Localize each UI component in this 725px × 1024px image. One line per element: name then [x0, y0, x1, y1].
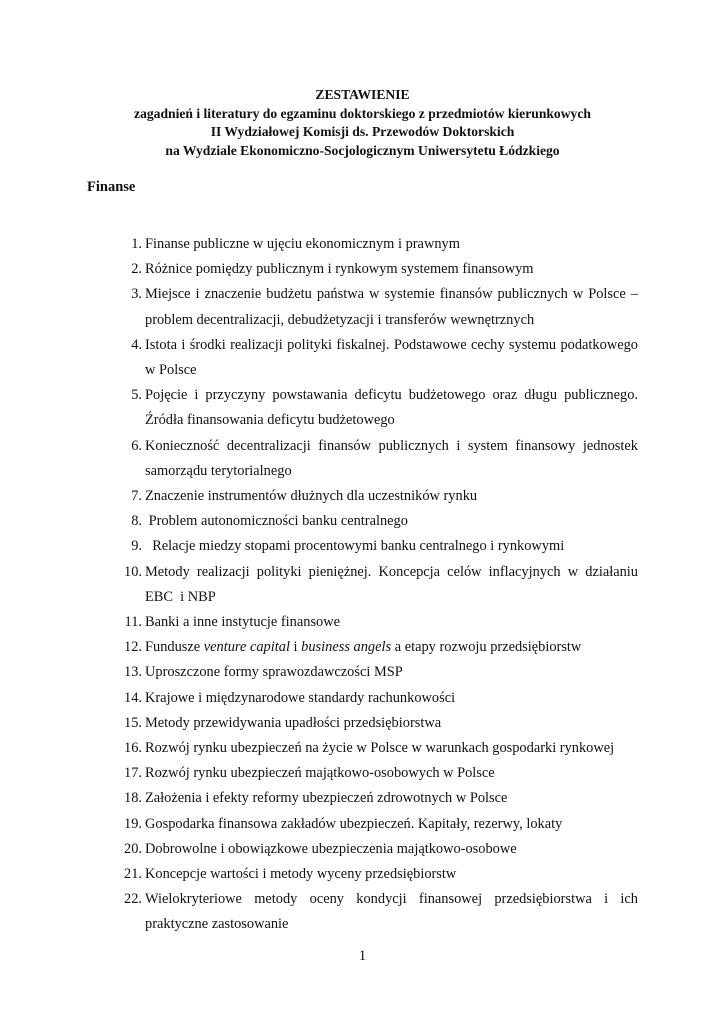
list-item — [0, 761, 638, 786]
item-number: 8. — [131, 513, 142, 530]
item-text-line: problem decentralizacji, debudżetyzacji i transferów wewnętrznych — [145, 311, 535, 328]
list-item — [0, 282, 638, 332]
item-number: 18. — [124, 790, 142, 807]
item-number: 7. — [131, 488, 142, 505]
item-text — [145, 635, 638, 660]
item-number: 12. — [124, 639, 142, 656]
item-text: Rozwój rynku ubezpieczeń majątkowo-osobowych w Polsce — [145, 765, 495, 782]
list-item — [0, 887, 638, 937]
item-text-line: samorządu terytorialnego — [145, 462, 292, 479]
header-subtitle: zagadnień i literatury do egzaminu doktorskiego z przedmiotów kierunkowych — [134, 105, 591, 121]
item-number: 16. — [124, 740, 142, 757]
item-text-line: Wielokryteriowe metody oceny kondycji finansowej przedsiębiorstwa i ich — [145, 891, 638, 908]
item-text: Różnice pomiędzy publicznym i rynkowym systemem finansowym — [145, 261, 534, 278]
header-faculty: na Wydziale Ekonomiczno-Socjologicznym Uniwersytetu Łódzkiego — [165, 142, 560, 158]
list-item — [0, 383, 638, 433]
topic-list — [0, 232, 638, 938]
item-text — [145, 282, 638, 332]
item-text-line: Istota i środki realizacji polityki fiskalnej. Podstawowe cechy systemu podatkowego — [145, 336, 638, 353]
list-item — [0, 434, 638, 484]
item-text — [145, 383, 638, 433]
item-text: Uproszczone formy sprawozdawczości MSP — [145, 664, 403, 681]
item-text-line: Pojęcie i przyczyny powstawania deficytu budżetowego oraz długu publicznego. — [145, 387, 638, 404]
item-text-line: praktyczne zastosowanie — [145, 916, 289, 933]
section-title: Finanse — [87, 179, 136, 195]
page-number: 1 — [358, 948, 367, 964]
item-text: Gospodarka finansowa zakładów ubezpieczeń. Kapitały, rezerwy, lokaty — [145, 815, 563, 832]
item-number: 10. — [124, 563, 142, 580]
header-committee: II Wydziałowej Komisji ds. Przewodów Doktorskich — [210, 124, 515, 139]
item-text-emphasis: business angels — [301, 639, 392, 656]
item-text — [145, 560, 638, 610]
list-item — [0, 232, 638, 257]
item-number: 9. — [131, 538, 142, 555]
item-number: 22. — [124, 891, 142, 908]
item-text: Dobrowolne i obowiązkowe ubezpieczenia majątkowo-osobowe — [145, 840, 517, 857]
list-item — [0, 736, 638, 761]
item-text — [145, 333, 638, 383]
item-text: Problem autonomiczności banku centralnego — [145, 513, 408, 530]
list-item — [0, 786, 638, 811]
list-item — [0, 711, 638, 736]
list-item — [0, 686, 638, 711]
item-text-line: Miejsce i znaczenie budżetu państwa w systemie finansów publicznych w Polsce – — [145, 286, 638, 303]
list-item — [0, 837, 638, 862]
list-item — [0, 660, 638, 685]
list-item — [0, 610, 638, 635]
item-text-part: a etapy rozwoju przedsiębiorstw — [391, 639, 582, 656]
item-text: Znaczenie instrumentów dłużnych dla uczestników rynku — [145, 488, 478, 505]
item-text: Metody przewidywania upadłości przedsiębiorstwa — [145, 714, 442, 731]
item-number: 15. — [124, 714, 142, 731]
list-item — [0, 534, 638, 559]
item-text-line: Konieczność decentralizacji finansów publicznych i system finansowy jednostek — [145, 437, 638, 454]
item-number: 6. — [131, 437, 142, 454]
list-item — [0, 257, 638, 282]
item-number: 21. — [124, 866, 142, 883]
item-number: 5. — [131, 387, 142, 404]
list-item — [0, 635, 638, 660]
item-text-emphasis: venture capital — [203, 639, 290, 656]
item-text-line: Metody realizacji polityki pieniężnej. Koncepcja celów inflacyjnych w działaniu — [145, 563, 638, 580]
item-number: 2. — [131, 261, 142, 278]
item-text: Relacje miedzy stopami procentowymi banku centralnego i rynkowymi — [145, 538, 565, 555]
item-number: 4. — [131, 336, 142, 353]
item-text: Założenia i efekty reformy ubezpieczeń zdrowotnych w Polsce — [145, 790, 508, 807]
item-number: 3. — [131, 286, 142, 303]
item-text-part: Fundusze — [145, 639, 204, 656]
header-title: ZESTAWIENIE — [315, 87, 410, 102]
list-item — [0, 812, 638, 837]
item-number: 17. — [124, 765, 142, 782]
document-header — [0, 86, 725, 160]
list-item — [0, 560, 638, 610]
item-text-line: Źródła finansowania deficytu budżetowego — [145, 412, 395, 429]
item-number: 19. — [124, 815, 142, 832]
item-text — [145, 887, 638, 937]
item-text: Banki a inne instytucje finansowe — [145, 614, 341, 631]
list-item — [0, 509, 638, 534]
item-number: 1. — [131, 236, 142, 252]
item-number: 20. — [124, 840, 142, 857]
item-text — [145, 434, 638, 484]
item-text: Koncepcje wartości i metody wyceny przedsiębiorstw — [145, 866, 457, 883]
item-number: 14. — [124, 689, 142, 706]
item-text: Finanse publiczne w ujęciu ekonomicznym i prawnym — [145, 236, 460, 252]
list-item — [0, 862, 638, 887]
list-item — [0, 484, 638, 509]
item-text-line: w Polsce — [145, 362, 197, 379]
item-text: Krajowe i międzynarodowe standardy rachunkowości — [145, 689, 456, 706]
item-text-line: EBC i NBP — [145, 588, 216, 605]
item-text-part: i — [289, 639, 302, 656]
item-text: Rozwój rynku ubezpieczeń na życie w Polsce w warunkach gospodarki rynkowej — [145, 740, 615, 757]
list-item — [0, 333, 638, 383]
item-number: 11. — [124, 614, 142, 631]
item-number: 13. — [124, 664, 142, 681]
